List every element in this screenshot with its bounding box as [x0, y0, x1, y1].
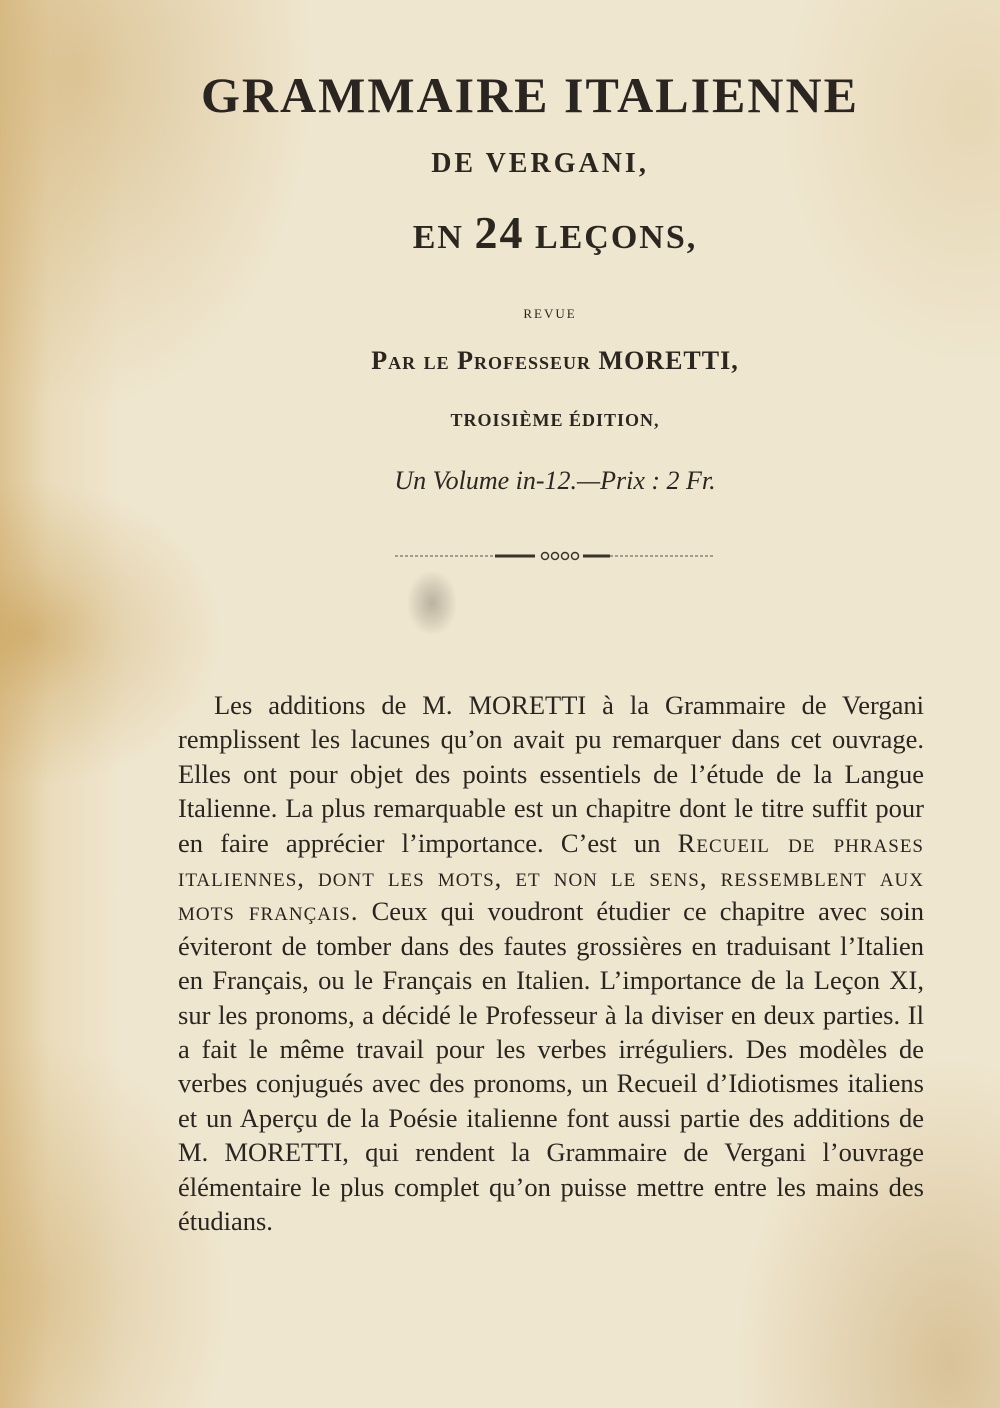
ink-smudge	[408, 572, 456, 634]
ornament-divider	[395, 546, 715, 566]
page-subtitle: DE VERGANI,	[431, 148, 649, 179]
body-text-part2: Ceux qui voudront étudier ce chapitre avec soin éviteront de tomber dans des fautes grossières en traduisant l’Italien en Français, ou le Français en Italien. L’importance de la Leçon XI, sur les pronoms, a décidé le Professeur à la diviser en deux parties. Il a fait le même travail pour les verbes irréguliers. Des modèles de verbes conjugués avec des pronoms, un Recueil d’Idiotismes italiens et un Aperçu de la Poésie italienne font aussi partie des additions de M. MORETTI, qui rendent la Grammaire de Vergani l’ouvrage élémentaire le plus complet qu’on puisse mettre entre les mains des étudians.	[178, 896, 924, 1237]
lessons-suffix: LEÇONS,	[524, 219, 698, 256]
page-title: GRAMMAIRE ITALIENNE	[201, 67, 859, 123]
body-text-part1: Les additions de M. MORETTI à la Grammaire de Vergani remplissent les lacunes qu’on avait pu remarquer dans cet ouvrage. Elles ont pour objet des points essentiels de l’étude de la Langue Italienne. La plus remarquable est un chapitre dont le titre suffit pour en faire apprécier l’importance. C’est un	[178, 690, 924, 858]
byline: Par le Professeur MORETTI,	[371, 346, 739, 375]
lessons-number: 24	[474, 207, 525, 258]
lessons-prefix: EN	[412, 219, 475, 256]
body-paragraph	[178, 688, 924, 1239]
edition-line: TROISIÈME ÉDITION,	[450, 410, 660, 430]
lessons-line	[0, 206, 1000, 259]
price-line: Un Volume in-12.—Prix : 2 Fr.	[394, 466, 716, 495]
revised-label: REVUE	[523, 306, 577, 321]
body-text-highlight: Recueil de phrases italiennes, dont les mots, et non le sens, ressemblent aux mots français.	[178, 827, 925, 927]
